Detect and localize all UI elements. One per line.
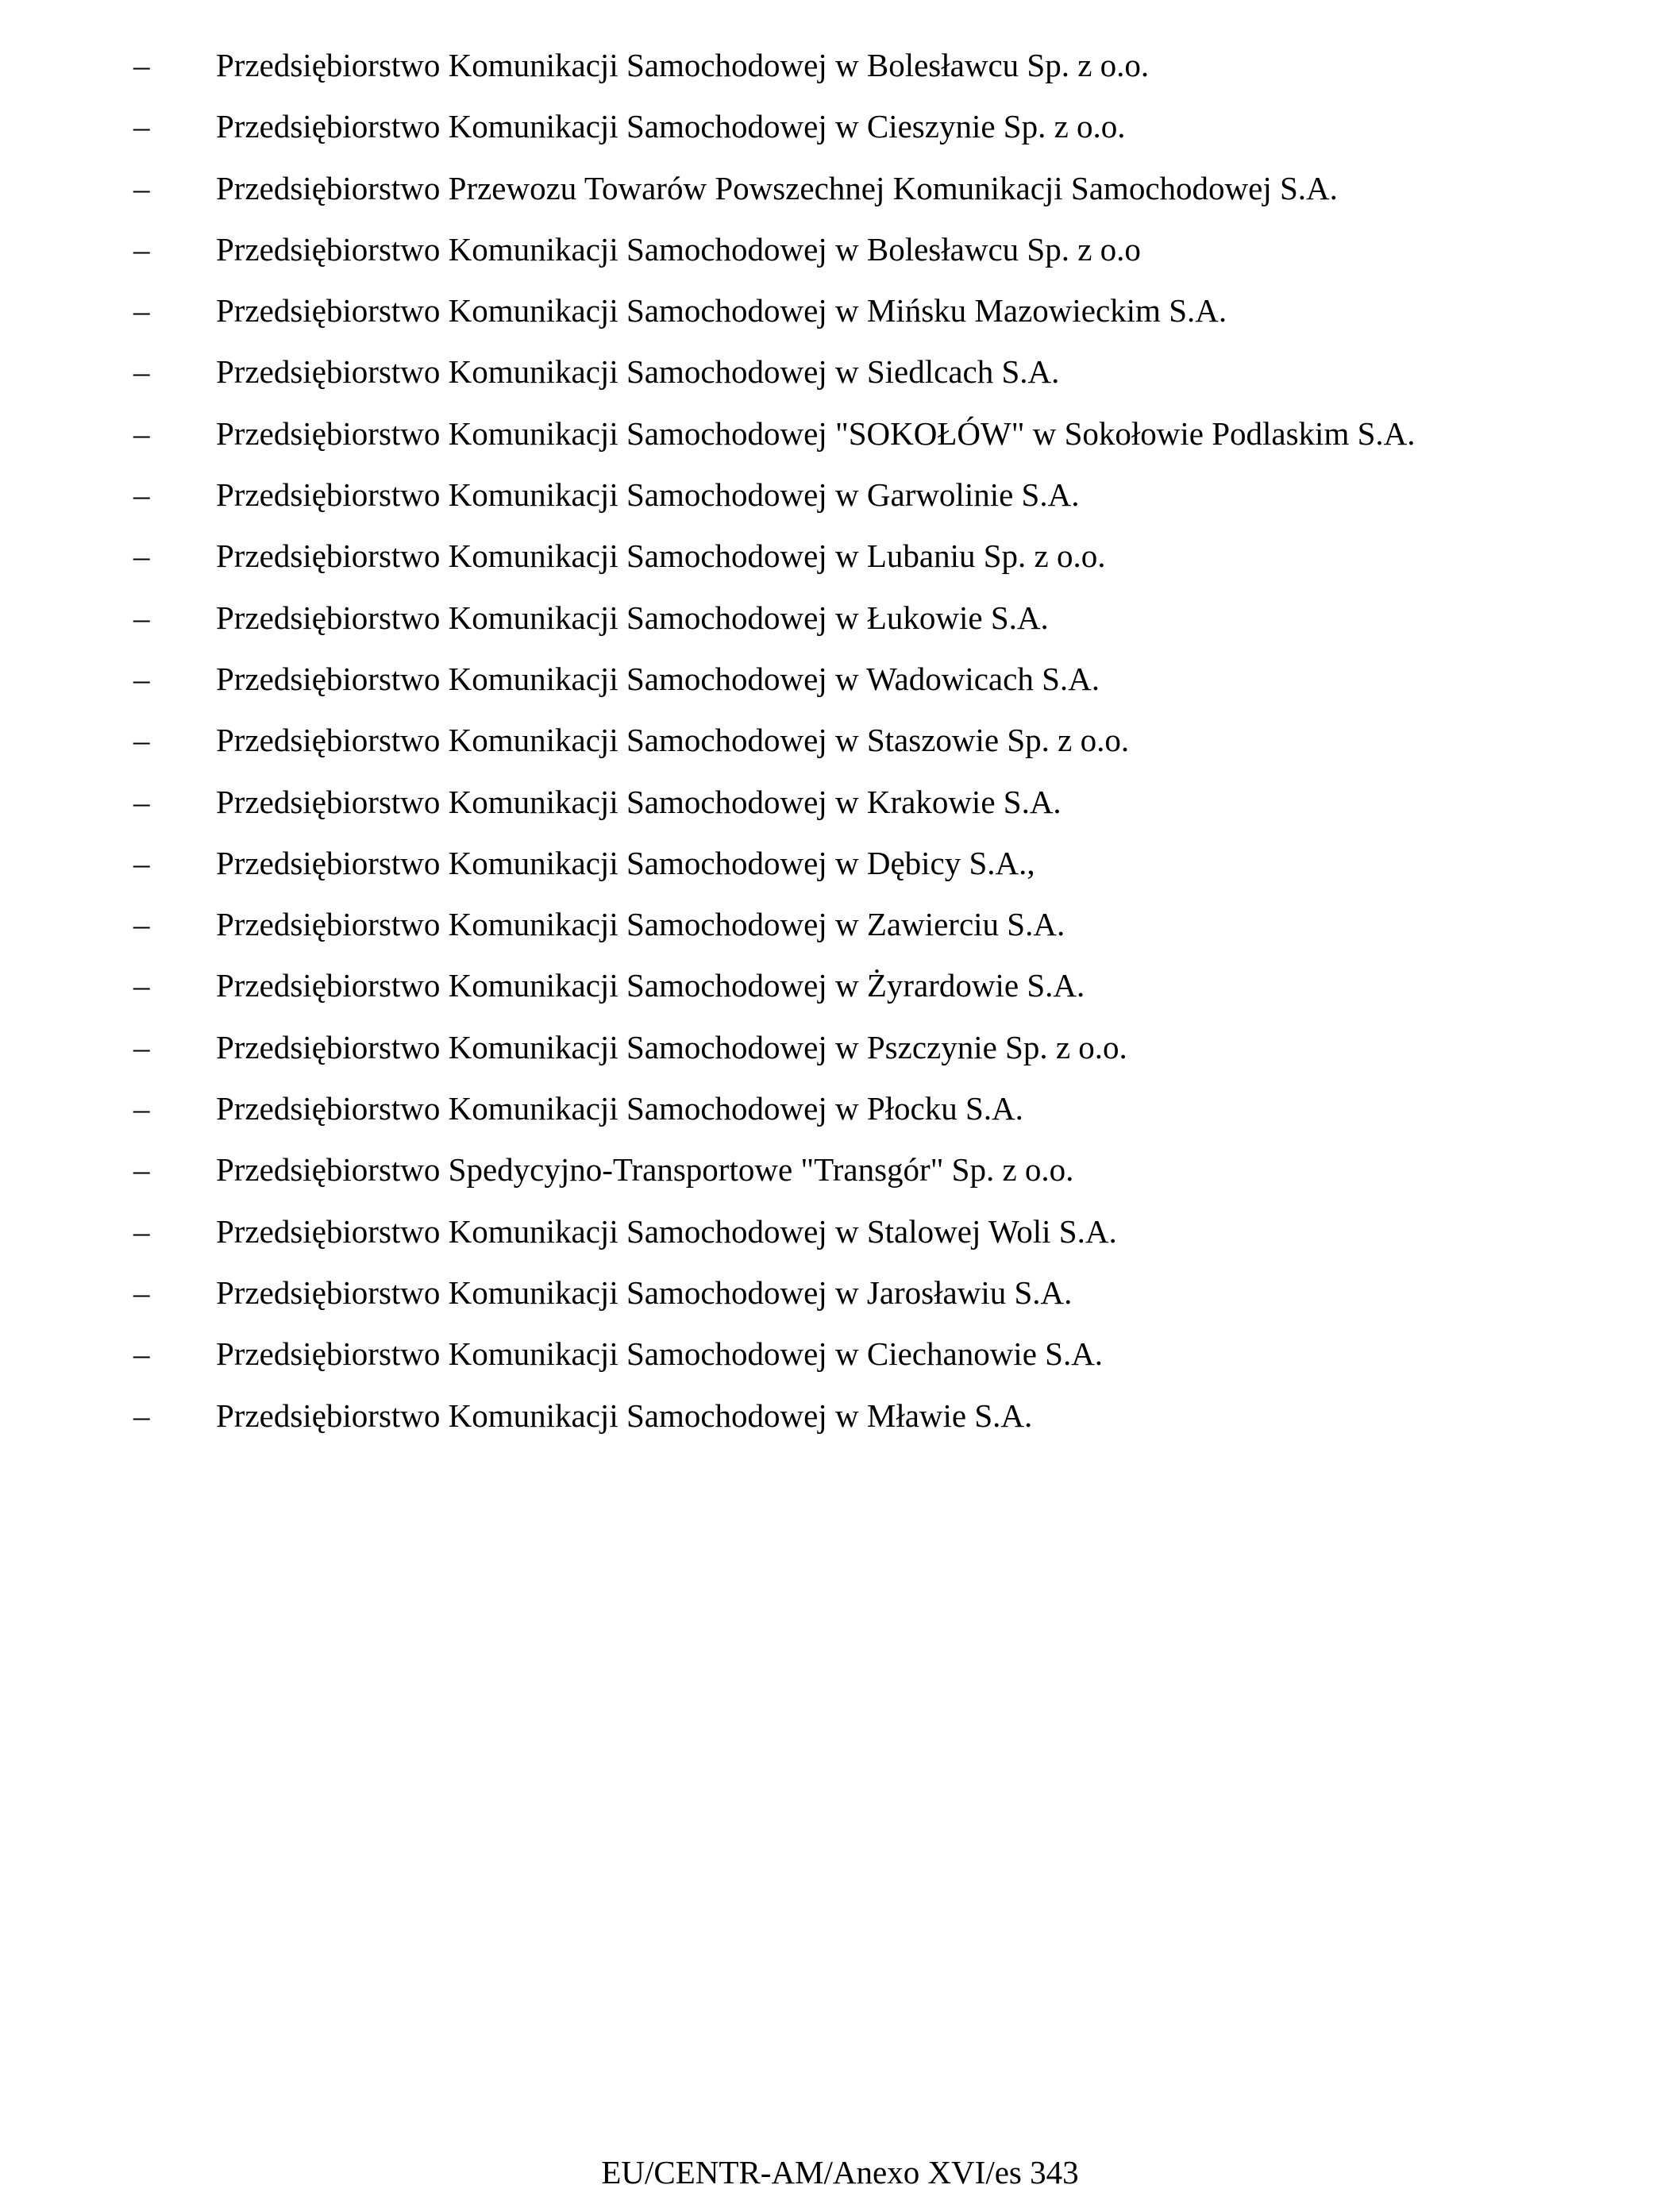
list-item <box>0 1208 1680 1269</box>
list-bullet: – <box>133 414 150 452</box>
list-item <box>0 225 1680 287</box>
list-item <box>0 716 1680 777</box>
list-bullet: – <box>133 1090 150 1127</box>
list-item-text: Przedsiębiorstwo Komunikacji Samochodowej w Garwolinie S.A. <box>216 476 1080 514</box>
list-item-text: Przedsiębiorstwo Komunikacji Samochodowej w Lubaniu Sp. z o.o. <box>216 538 1106 575</box>
list-bullet: – <box>133 906 150 943</box>
list-item-text: Przedsiębiorstwo Komunikacji Samochodowej w Bolesławcu Sp. z o.o. <box>216 47 1150 83</box>
list-bullet: – <box>133 169 150 206</box>
list-item <box>0 1146 1680 1207</box>
list-item <box>0 961 1680 1023</box>
list-item-text: Przedsiębiorstwo Komunikacji Samochodowej w Jarosławiu S.A. <box>216 1273 1073 1311</box>
list-item-text: Przedsiębiorstwo Przewozu Towarów Powszechnej Komunikacji Samochodowej S.A. <box>216 169 1338 206</box>
list-item <box>0 1023 1680 1085</box>
list-bullet: – <box>133 108 150 145</box>
list-item <box>0 471 1680 532</box>
list-bullet: – <box>133 660 150 697</box>
list-item <box>0 287 1680 348</box>
list-item-text: Przedsiębiorstwo Komunikacji Samochodowej w Bolesławcu Sp. z o.o <box>216 230 1141 268</box>
list-bullet: – <box>133 1212 150 1250</box>
list-bullet: – <box>133 292 150 329</box>
list-item <box>0 655 1680 716</box>
list-item-text: Przedsiębiorstwo Komunikacji Samochodowej w Pszczynie Sp. z o.o. <box>216 1028 1127 1065</box>
list-item-text: Przedsiębiorstwo Komunikacji Samochodowej w Mińsku Mazowieckim S.A. <box>216 292 1227 329</box>
list-item <box>0 594 1680 655</box>
list-item <box>0 532 1680 593</box>
list-item <box>0 348 1680 409</box>
list-item <box>0 778 1680 839</box>
list-item <box>0 41 1680 102</box>
list-item-text: Przedsiębiorstwo Komunikacji Samochodowej w Żyrardowie S.A. <box>216 967 1085 1004</box>
list-item-text: Przedsiębiorstwo Komunikacji Samochodowej w Ciechanowie S.A. <box>216 1335 1104 1373</box>
list-item <box>0 1085 1680 1146</box>
list-item <box>0 164 1680 225</box>
list-bullet: – <box>133 1397 150 1434</box>
list-bullet: – <box>133 230 150 268</box>
list-item <box>0 1392 1680 1453</box>
list-item-text: Przedsiębiorstwo Komunikacji Samochodowej w Dębicy S.A., <box>216 844 1035 881</box>
list-item-text: Przedsiębiorstwo Komunikacji Samochodowej w Płocku S.A. <box>216 1090 1023 1127</box>
list-item <box>0 1269 1680 1330</box>
list-item-text: Przedsiębiorstwo Komunikacji Samochodowej w Krakowie S.A. <box>216 783 1062 820</box>
list-bullet: – <box>133 783 150 820</box>
company-list <box>0 41 1680 1453</box>
page-footer: EU/CENTR-AM/Anexo XVI/es 343 <box>601 2154 1079 2191</box>
list-bullet: – <box>133 722 150 759</box>
list-item <box>0 839 1680 900</box>
list-bullet: – <box>133 1335 150 1373</box>
list-item <box>0 102 1680 164</box>
list-item-text: Przedsiębiorstwo Komunikacji Samochodowej w Mławie S.A. <box>216 1397 1033 1434</box>
list-item-text: Przedsiębiorstwo Komunikacji Samochodowej w Cieszynie Sp. z o.o. <box>216 108 1126 145</box>
list-item <box>0 410 1680 471</box>
list-bullet: – <box>133 476 150 514</box>
list-bullet: – <box>133 844 150 881</box>
list-bullet: – <box>133 1028 150 1065</box>
list-item <box>0 900 1680 961</box>
list-item <box>0 1330 1680 1391</box>
list-bullet: – <box>133 967 150 1004</box>
list-item-text: Przedsiębiorstwo Komunikacji Samochodowej w Staszowie Sp. z o.o. <box>216 722 1130 759</box>
list-item-text: Przedsiębiorstwo Komunikacji Samochodowej w Wadowicach S.A. <box>216 660 1100 697</box>
list-bullet: – <box>133 538 150 575</box>
list-bullet: – <box>133 1273 150 1311</box>
list-bullet: – <box>133 599 150 636</box>
list-bullet: – <box>133 1151 150 1189</box>
list-item-text: Przedsiębiorstwo Komunikacji Samochodowej w Stalowej Woli S.A. <box>216 1212 1117 1250</box>
list-bullet: – <box>133 47 150 83</box>
list-item-text: Przedsiębiorstwo Komunikacji Samochodowej w Zawierciu S.A. <box>216 906 1065 943</box>
list-item-text: Przedsiębiorstwo Spedycyjno-Transportowe "Transgór" Sp. z o.o. <box>216 1151 1074 1189</box>
list-item-text: Przedsiębiorstwo Komunikacji Samochodowej w Łukowie S.A. <box>216 599 1049 636</box>
list-bullet: – <box>133 353 150 391</box>
list-item-text: Przedsiębiorstwo Komunikacji Samochodowej w Siedlcach S.A. <box>216 353 1060 391</box>
list-item-text: Przedsiębiorstwo Komunikacji Samochodowej "SOKOŁÓW" w Sokołowie Podlaskim S.A. <box>216 414 1416 452</box>
